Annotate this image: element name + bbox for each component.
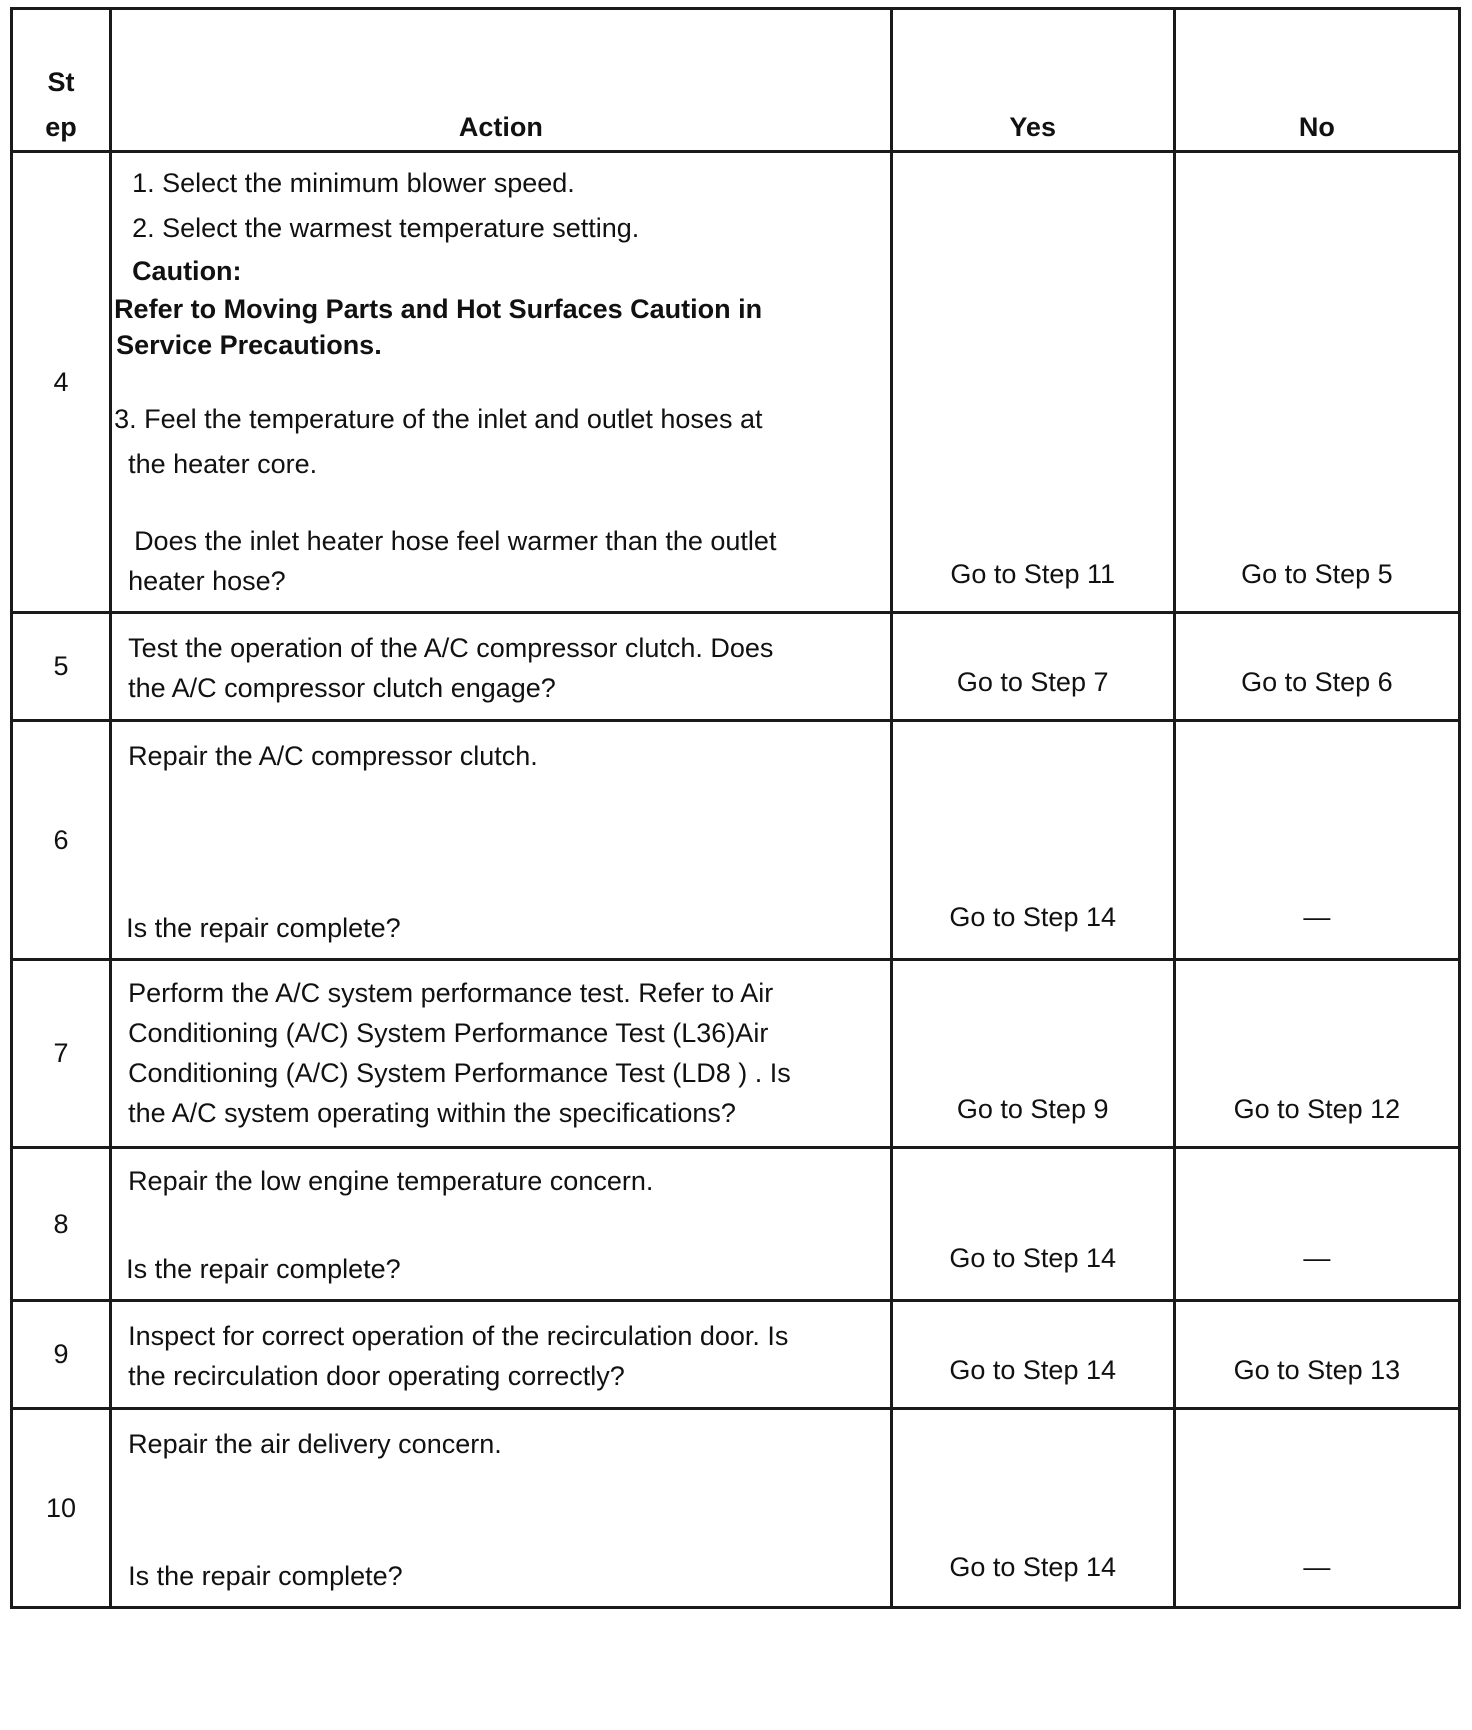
caution-text: Service Precautions. [116, 330, 382, 360]
no-result: — [1174, 1409, 1459, 1608]
yes-result: Go to Step 11 [891, 152, 1174, 613]
action-question: Is the repair complete? [126, 1254, 401, 1284]
action-cell [111, 1409, 892, 1608]
yes-result: Go to Step 14 [891, 721, 1174, 960]
yes-result: Go to Step 7 [891, 613, 1174, 721]
action-line: Repair the low engine temperature concern. [128, 1166, 654, 1196]
action-line: the heater core. [128, 449, 318, 479]
action-line: Test the operation of the A/C compressor clutch. Does [128, 633, 774, 663]
action-line: Repair the A/C compressor clutch. [128, 741, 538, 771]
step-number: 9 [12, 1301, 111, 1409]
step-number: 8 [12, 1148, 111, 1301]
yes-result: Go to Step 14 [891, 1301, 1174, 1409]
action-line: 1. Select the minimum blower speed. [132, 168, 575, 198]
header-action: Action [111, 9, 892, 152]
action-line: Conditioning (A/C) System Performance Test (LD8 ) . Is [128, 1058, 791, 1088]
caution-title: Caution: [132, 256, 242, 286]
step-number: 5 [12, 613, 111, 721]
header-yes: Yes [891, 9, 1174, 152]
no-result: Go to Step 6 [1174, 613, 1459, 721]
action-question: Is the repair complete? [128, 1561, 403, 1591]
action-line: 2. Select the warmest temperature setting. [132, 213, 640, 243]
yes-result: Go to Step 14 [891, 1409, 1174, 1608]
no-result: Go to Step 12 [1174, 960, 1459, 1148]
action-cell [111, 1148, 892, 1301]
step-number: 4 [12, 152, 111, 613]
action-line: Inspect for correct operation of the recirculation door. Is [128, 1321, 789, 1351]
header-step: St ep [12, 9, 111, 152]
caution-text: Refer to Moving Parts and Hot Surfaces Caution in [114, 294, 763, 324]
yes-result: Go to Step 14 [891, 1148, 1174, 1301]
action-line: the A/C system operating within the specifications? [128, 1098, 736, 1128]
table-row [12, 721, 1460, 960]
table-row [12, 1409, 1460, 1608]
action-cell [111, 960, 892, 1148]
no-result: — [1174, 1148, 1459, 1301]
yes-result: Go to Step 9 [891, 960, 1174, 1148]
step-number: 6 [12, 721, 111, 960]
action-cell [111, 613, 892, 721]
action-question: Does the inlet heater hose feel warmer than the outlet [134, 526, 777, 556]
action-line: 3. Feel the temperature of the inlet and outlet hoses at [114, 404, 763, 434]
action-line: Conditioning (A/C) System Performance Test (L36)Air [128, 1018, 769, 1048]
diagnostic-table [10, 7, 1461, 1609]
table-row [12, 613, 1460, 721]
header-row [12, 9, 1460, 152]
step-number: 7 [12, 960, 111, 1148]
action-line: the A/C compressor clutch engage? [128, 673, 556, 703]
action-cell [111, 152, 892, 613]
table-row [12, 1148, 1460, 1301]
no-result: — [1174, 721, 1459, 960]
no-result: Go to Step 5 [1174, 152, 1459, 613]
action-line: the recirculation door operating correctly? [128, 1361, 625, 1391]
action-line: Perform the A/C system performance test. Refer to Air [128, 978, 774, 1008]
step-number: 10 [12, 1409, 111, 1608]
table-row [12, 1301, 1460, 1409]
table-row [12, 152, 1460, 613]
action-question: heater hose? [128, 566, 286, 596]
header-no: No [1174, 9, 1459, 152]
no-result: Go to Step 13 [1174, 1301, 1459, 1409]
table-row [12, 960, 1460, 1148]
action-cell [111, 721, 892, 960]
action-line: Repair the air delivery concern. [128, 1429, 502, 1459]
action-cell [111, 1301, 892, 1409]
action-question: Is the repair complete? [126, 913, 401, 943]
